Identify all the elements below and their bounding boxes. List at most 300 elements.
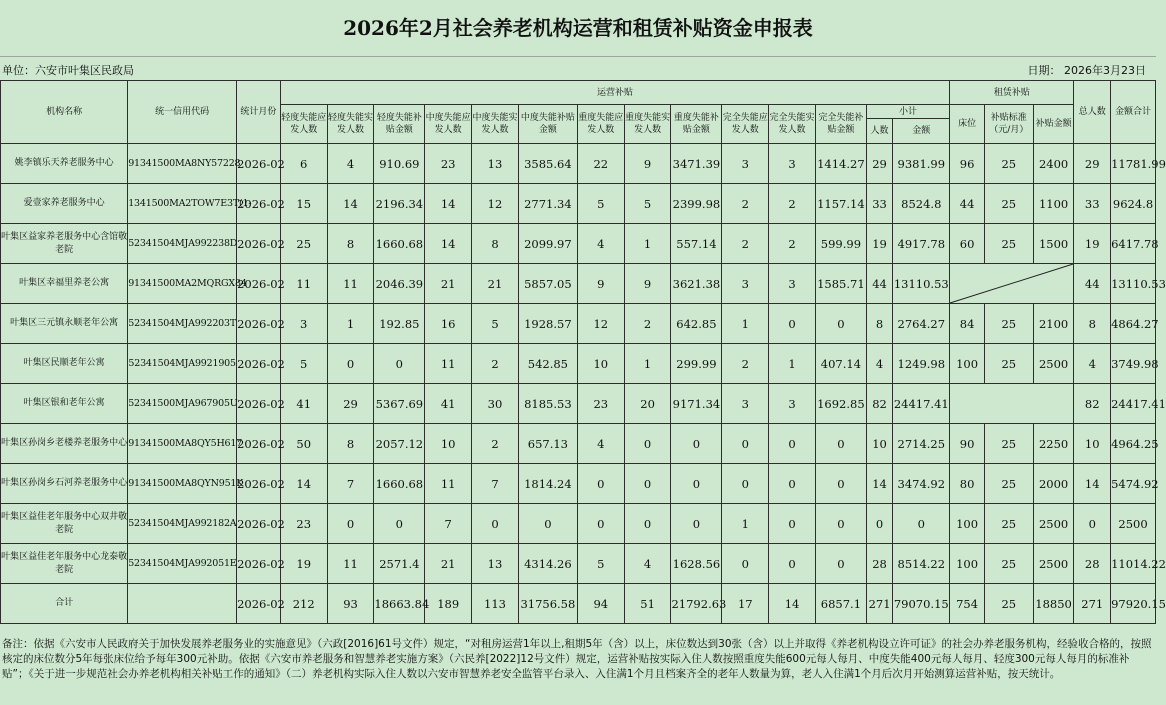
cell: 79070.15 bbox=[893, 584, 950, 624]
org-name: 叶集区益佳老年服务中心龙泰敬老院 bbox=[1, 544, 128, 584]
unit-date-bar bbox=[0, 56, 1156, 81]
org-name: 叶集区幸福里养老公寓 bbox=[1, 264, 128, 304]
cell: 1157.14 bbox=[815, 184, 866, 224]
total-row bbox=[1, 584, 1156, 624]
cell: 100 bbox=[950, 344, 985, 384]
cell: 13 bbox=[472, 544, 519, 584]
cell: 2500 bbox=[1033, 504, 1074, 544]
org-name: 爱壹家养老服务中心 bbox=[1, 184, 128, 224]
cell: 299.99 bbox=[671, 344, 722, 384]
credit-code: 52341504MJA992051E bbox=[128, 544, 237, 584]
cell: 1500 bbox=[1033, 224, 1074, 264]
cell: 2500 bbox=[1111, 504, 1156, 544]
header-beds: 床位 bbox=[950, 105, 985, 144]
cell: 25 bbox=[984, 224, 1033, 264]
cell: 41 bbox=[425, 384, 472, 424]
cell: 0 bbox=[327, 344, 374, 384]
date-label: 日期： 2026年3月23日 bbox=[1027, 64, 1146, 77]
cell: 3474.92 bbox=[893, 464, 950, 504]
cell: 2 bbox=[722, 344, 769, 384]
cell: 15 bbox=[280, 184, 327, 224]
subsidy-table bbox=[0, 80, 1166, 624]
cell: 28 bbox=[1074, 544, 1111, 584]
cell: 100 bbox=[950, 504, 985, 544]
cell: 4 bbox=[624, 544, 671, 584]
cell: 31756.58 bbox=[518, 584, 577, 624]
cell: 14 bbox=[327, 184, 374, 224]
cell: 2100 bbox=[1033, 304, 1074, 344]
cell: 24417.41 bbox=[1111, 384, 1156, 424]
cell: 0 bbox=[722, 464, 769, 504]
total-label: 合计 bbox=[1, 584, 128, 624]
cell: 8524.8 bbox=[893, 184, 950, 224]
cell: 13110.53 bbox=[893, 264, 950, 304]
cell: 11 bbox=[425, 464, 472, 504]
month-cell: 2026-02 bbox=[237, 544, 281, 584]
rent-empty-diagonal bbox=[950, 264, 1074, 304]
cell: 5 bbox=[577, 544, 624, 584]
table-row bbox=[1, 464, 1156, 504]
credit-code: 52341504MJA992203T bbox=[128, 304, 237, 344]
cell: 0 bbox=[815, 544, 866, 584]
cell: 10 bbox=[425, 424, 472, 464]
cell: 0 bbox=[374, 344, 425, 384]
cell: 657.13 bbox=[518, 424, 577, 464]
cell: 90 bbox=[950, 424, 985, 464]
cell: 3 bbox=[722, 384, 769, 424]
cell: 44 bbox=[866, 264, 892, 304]
cell: 3 bbox=[769, 144, 816, 184]
header-full-amount: 完全失能补贴金额 bbox=[815, 105, 866, 144]
header-subtotal: 小计 bbox=[866, 105, 949, 119]
cell: 1 bbox=[624, 224, 671, 264]
cell: 44 bbox=[950, 184, 985, 224]
cell: 29 bbox=[327, 384, 374, 424]
cell: 7 bbox=[327, 464, 374, 504]
cell: 18850 bbox=[1033, 584, 1074, 624]
credit-code: 91341500MA8NY57228 bbox=[128, 144, 237, 184]
month-cell: 2026-02 bbox=[237, 464, 281, 504]
cell: 0 bbox=[374, 504, 425, 544]
cell: 4 bbox=[866, 344, 892, 384]
cell: 14 bbox=[425, 184, 472, 224]
cell: 5 bbox=[280, 344, 327, 384]
cell: 3621.38 bbox=[671, 264, 722, 304]
cell: 30 bbox=[472, 384, 519, 424]
cell: 1692.85 bbox=[815, 384, 866, 424]
cell: 8 bbox=[327, 224, 374, 264]
cell: 25 bbox=[984, 544, 1033, 584]
cell: 13110.53 bbox=[1111, 264, 1156, 304]
header-mod-amount: 中度失能补贴金额 bbox=[518, 105, 577, 144]
cell: 4864.27 bbox=[1111, 304, 1156, 344]
cell: 9 bbox=[577, 264, 624, 304]
cell: 599.99 bbox=[815, 224, 866, 264]
cell: 7 bbox=[425, 504, 472, 544]
table-row bbox=[1, 424, 1156, 464]
cell: 10 bbox=[866, 424, 892, 464]
credit-code: 91341500MA8QYN951K bbox=[128, 464, 237, 504]
cell: 1660.68 bbox=[374, 224, 425, 264]
header-sev-apply: 重度失能应发人数 bbox=[577, 105, 624, 144]
cell: 542.85 bbox=[518, 344, 577, 384]
cell: 4 bbox=[327, 144, 374, 184]
remarks-note: 备注：依据《六安市人民政府关于加快发展养老服务业的实施意见》（六政[2016]61号文件）规定，“对租房运营1年以上,租期5年（含）以上，床位数达到30张（含）以上并取得《养老机构设立许可证》的社会办养老服务机构，经验收合格的，按照核定的床位数分5年每张床位给予每年300元补助。依据《六安市养老服务和智慧养老实施方案》（六民养[2022]12号文件）规定，运营补贴按实际入住人数按照重度失能600元每人每月、中度失能400元每人每月、轻度300元每人每月的标准补贴”；《关于进一步规范社会办养老机构相关补贴工作的通知》（二）养老机构实际入住人数以六安市智慧养老安全监管平台录入、入住满1个月且档案齐全的老年人数量为算，老人入住满1个月后次月开始测算运营补贴，按天统计。 bbox=[2, 638, 1152, 680]
cell: 82 bbox=[866, 384, 892, 424]
cell: 0 bbox=[577, 504, 624, 544]
cell: 0 bbox=[815, 304, 866, 344]
cell: 5474.92 bbox=[1111, 464, 1156, 504]
cell: 100 bbox=[950, 544, 985, 584]
cell: 1414.27 bbox=[815, 144, 866, 184]
cell: 1 bbox=[624, 344, 671, 384]
cell: 4 bbox=[577, 224, 624, 264]
cell: 557.14 bbox=[671, 224, 722, 264]
cell: 2399.98 bbox=[671, 184, 722, 224]
cell: 1 bbox=[769, 344, 816, 384]
cell: 13 bbox=[472, 144, 519, 184]
cell: 0 bbox=[577, 464, 624, 504]
cell: 1249.98 bbox=[893, 344, 950, 384]
cell: 25 bbox=[984, 144, 1033, 184]
cell: 2000 bbox=[1033, 464, 1074, 504]
credit-code: 52341504MJA992238D bbox=[128, 224, 237, 264]
header-code: 统一信用代码 bbox=[128, 81, 237, 144]
table-row bbox=[1, 344, 1156, 384]
month-cell: 2026-02 bbox=[237, 184, 281, 224]
month-cell: 2026-02 bbox=[237, 304, 281, 344]
cell: 28 bbox=[866, 544, 892, 584]
cell: 80 bbox=[950, 464, 985, 504]
cell: 33 bbox=[866, 184, 892, 224]
cell: 2500 bbox=[1033, 544, 1074, 584]
cell: 11 bbox=[327, 544, 374, 584]
cell: 3 bbox=[722, 144, 769, 184]
table-row bbox=[1, 144, 1156, 184]
cell: 2 bbox=[472, 344, 519, 384]
cell: 23 bbox=[425, 144, 472, 184]
cell: 17 bbox=[722, 584, 769, 624]
cell: 407.14 bbox=[815, 344, 866, 384]
cell: 8185.53 bbox=[518, 384, 577, 424]
cell: 0 bbox=[815, 464, 866, 504]
cell: 33 bbox=[1074, 184, 1111, 224]
header-standard: 补贴标准（元/月） bbox=[984, 105, 1033, 144]
cell: 2 bbox=[472, 424, 519, 464]
org-name: 叶集区银和老年公寓 bbox=[1, 384, 128, 424]
org-name: 叶集区益佳老年服务中心双井敬老院 bbox=[1, 504, 128, 544]
cell: 25 bbox=[984, 424, 1033, 464]
table-row bbox=[1, 544, 1156, 584]
cell: 93 bbox=[327, 584, 374, 624]
cell: 642.85 bbox=[671, 304, 722, 344]
cell: 22 bbox=[577, 144, 624, 184]
cell: 2 bbox=[769, 224, 816, 264]
org-name: 叶集区三元镇永顺老年公寓 bbox=[1, 304, 128, 344]
credit-code: 1341500MA2TOW7E3T(1- bbox=[128, 184, 237, 224]
cell: 21792.63 bbox=[671, 584, 722, 624]
cell: 113 bbox=[472, 584, 519, 624]
cell: 0 bbox=[769, 544, 816, 584]
cell: 19 bbox=[866, 224, 892, 264]
cell: 19 bbox=[1074, 224, 1111, 264]
cell: 24417.41 bbox=[893, 384, 950, 424]
month-cell: 2026-02 bbox=[237, 344, 281, 384]
diagonal-line bbox=[950, 264, 1073, 303]
cell: 25 bbox=[984, 504, 1033, 544]
month-cell: 2026-02 bbox=[237, 424, 281, 464]
rent-empty bbox=[950, 384, 1074, 424]
cell: 2714.25 bbox=[893, 424, 950, 464]
cell: 0 bbox=[671, 424, 722, 464]
cell: 2 bbox=[722, 184, 769, 224]
cell: 0 bbox=[769, 424, 816, 464]
cell: 1928.57 bbox=[518, 304, 577, 344]
header-rent: 租赁补贴 bbox=[950, 81, 1074, 105]
cell: 1 bbox=[722, 504, 769, 544]
header-full-apply: 完全失能应发人数 bbox=[722, 105, 769, 144]
cell: 3 bbox=[769, 264, 816, 304]
cell: 0 bbox=[769, 304, 816, 344]
month-cell: 2026-02 bbox=[237, 224, 281, 264]
cell: 0 bbox=[472, 504, 519, 544]
page-title: 2026年2月社会养老机构运营和租赁补贴资金申报表 bbox=[0, 0, 1156, 56]
cell: 0 bbox=[624, 504, 671, 544]
table-row bbox=[1, 304, 1156, 344]
cell: 2500 bbox=[1033, 344, 1074, 384]
cell: 189 bbox=[425, 584, 472, 624]
cell: 25 bbox=[984, 584, 1033, 624]
table-row bbox=[1, 184, 1156, 224]
header-sub-people: 人数 bbox=[866, 119, 892, 144]
cell: 29 bbox=[1074, 144, 1111, 184]
cell: 3471.39 bbox=[671, 144, 722, 184]
cell: 10 bbox=[1074, 424, 1111, 464]
cell: 0 bbox=[671, 504, 722, 544]
header-mod-actual: 中度失能实发人数 bbox=[472, 105, 519, 144]
table-row bbox=[1, 224, 1156, 264]
cell: 4 bbox=[577, 424, 624, 464]
cell: 14 bbox=[1074, 464, 1111, 504]
cell: 19 bbox=[280, 544, 327, 584]
unit-label: 单位：六安市叶集区民政局 bbox=[2, 64, 134, 77]
cell: 41 bbox=[280, 384, 327, 424]
cell: 9171.34 bbox=[671, 384, 722, 424]
cell: 8 bbox=[866, 304, 892, 344]
month-cell: 2026-02 bbox=[237, 504, 281, 544]
cell: 5 bbox=[624, 184, 671, 224]
cell: 5 bbox=[472, 304, 519, 344]
cell: 20 bbox=[624, 384, 671, 424]
cell: 5 bbox=[577, 184, 624, 224]
cell: 2 bbox=[769, 184, 816, 224]
cell: 97920.15 bbox=[1111, 584, 1156, 624]
header-sev-actual: 重度失能实发人数 bbox=[624, 105, 671, 144]
cell: 25 bbox=[984, 184, 1033, 224]
cell: 1660.68 bbox=[374, 464, 425, 504]
cell: 96 bbox=[950, 144, 985, 184]
cell: 9624.8 bbox=[1111, 184, 1156, 224]
cell: 754 bbox=[950, 584, 985, 624]
cell: 9 bbox=[624, 264, 671, 304]
cell: 14 bbox=[280, 464, 327, 504]
header-month: 统计月份 bbox=[237, 81, 281, 144]
month-cell: 2026-02 bbox=[237, 264, 281, 304]
cell: 8 bbox=[1074, 304, 1111, 344]
cell: 21 bbox=[425, 264, 472, 304]
cell: 60 bbox=[950, 224, 985, 264]
cell: 0 bbox=[518, 504, 577, 544]
cell: 12 bbox=[472, 184, 519, 224]
table-row bbox=[1, 384, 1156, 424]
cell: 0 bbox=[722, 424, 769, 464]
cell: 6 bbox=[280, 144, 327, 184]
cell: 6857.1 bbox=[815, 584, 866, 624]
cell: 8 bbox=[472, 224, 519, 264]
credit-code bbox=[128, 584, 237, 624]
header-mild-actual: 轻度失能实发人数 bbox=[327, 105, 374, 144]
cell: 23 bbox=[280, 504, 327, 544]
cell: 0 bbox=[893, 504, 950, 544]
cell: 0 bbox=[624, 464, 671, 504]
cell: 11014.22 bbox=[1111, 544, 1156, 584]
cell: 2 bbox=[722, 224, 769, 264]
cell: 2057.12 bbox=[374, 424, 425, 464]
cell: 2771.34 bbox=[518, 184, 577, 224]
cell: 7 bbox=[472, 464, 519, 504]
cell: 0 bbox=[671, 464, 722, 504]
cell: 2400 bbox=[1033, 144, 1074, 184]
header-total-people: 总人数 bbox=[1074, 81, 1111, 144]
cell: 6417.78 bbox=[1111, 224, 1156, 264]
cell: 0 bbox=[815, 504, 866, 544]
cell: 16 bbox=[425, 304, 472, 344]
cell: 0 bbox=[1074, 504, 1111, 544]
credit-code: 91341500MA2MQRGX84 bbox=[128, 264, 237, 304]
credit-code: 52341504MJA9921905 bbox=[128, 344, 237, 384]
cell: 1 bbox=[722, 304, 769, 344]
cell: 14 bbox=[425, 224, 472, 264]
cell: 11 bbox=[280, 264, 327, 304]
org-name: 叶集区益家养老服务中心含馆敬老院 bbox=[1, 224, 128, 264]
cell: 9381.99 bbox=[893, 144, 950, 184]
header-sub-amount: 金额 bbox=[893, 119, 950, 144]
cell: 5857.05 bbox=[518, 264, 577, 304]
cell: 0 bbox=[866, 504, 892, 544]
cell: 51 bbox=[624, 584, 671, 624]
cell: 1 bbox=[327, 304, 374, 344]
header-mod-apply: 中度失能应发人数 bbox=[425, 105, 472, 144]
cell: 11 bbox=[425, 344, 472, 384]
cell: 14 bbox=[866, 464, 892, 504]
cell: 1585.71 bbox=[815, 264, 866, 304]
cell: 2764.27 bbox=[893, 304, 950, 344]
credit-code: 52341500MJA967905U bbox=[128, 384, 237, 424]
cell: 2 bbox=[624, 304, 671, 344]
header-full-actual: 完全失能实发人数 bbox=[769, 105, 816, 144]
cell: 2196.34 bbox=[374, 184, 425, 224]
cell: 23 bbox=[577, 384, 624, 424]
cell: 212 bbox=[280, 584, 327, 624]
cell: 21 bbox=[472, 264, 519, 304]
cell: 271 bbox=[866, 584, 892, 624]
cell: 3 bbox=[280, 304, 327, 344]
cell: 11781.99 bbox=[1111, 144, 1156, 184]
cell: 0 bbox=[327, 504, 374, 544]
cell: 2571.4 bbox=[374, 544, 425, 584]
credit-code: 91341500MA8QY5H617 bbox=[128, 424, 237, 464]
header-sev-amount: 重度失能补贴金额 bbox=[671, 105, 722, 144]
cell: 4917.78 bbox=[893, 224, 950, 264]
month-cell: 2026-02 bbox=[237, 384, 281, 424]
cell: 0 bbox=[769, 504, 816, 544]
header-total-amount: 金额合计 bbox=[1111, 81, 1156, 144]
cell: 3 bbox=[769, 384, 816, 424]
cell: 4 bbox=[1074, 344, 1111, 384]
cell: 9 bbox=[624, 144, 671, 184]
cell: 0 bbox=[624, 424, 671, 464]
cell: 44 bbox=[1074, 264, 1111, 304]
cell: 0 bbox=[769, 464, 816, 504]
cell: 50 bbox=[280, 424, 327, 464]
cell: 25 bbox=[984, 344, 1033, 384]
cell: 25 bbox=[984, 464, 1033, 504]
cell: 18663.84 bbox=[374, 584, 425, 624]
cell: 2046.39 bbox=[374, 264, 425, 304]
cell: 4964.25 bbox=[1111, 424, 1156, 464]
cell: 4314.26 bbox=[518, 544, 577, 584]
org-name: 叶集区孙岗乡石河养老服务中心 bbox=[1, 464, 128, 504]
cell: 8 bbox=[327, 424, 374, 464]
credit-code: 52341504MJA992182A bbox=[128, 504, 237, 544]
org-name: 叶集区民顺老年公寓 bbox=[1, 344, 128, 384]
header-mild-apply: 轻度失能应发人数 bbox=[280, 105, 327, 144]
cell: 11 bbox=[327, 264, 374, 304]
cell: 0 bbox=[722, 544, 769, 584]
cell: 3 bbox=[722, 264, 769, 304]
cell: 3585.64 bbox=[518, 144, 577, 184]
org-name: 叶集区孙岗乡老楼养老服务中心 bbox=[1, 424, 128, 464]
cell: 14 bbox=[769, 584, 816, 624]
month-cell: 2026-02 bbox=[237, 584, 281, 624]
cell: 94 bbox=[577, 584, 624, 624]
header-ops: 运营补贴 bbox=[280, 81, 949, 105]
header-rent-amount: 补贴金额 bbox=[1033, 105, 1074, 144]
cell: 21 bbox=[425, 544, 472, 584]
org-name: 姚李镇乐天养老服务中心 bbox=[1, 144, 128, 184]
cell: 0 bbox=[815, 424, 866, 464]
cell: 2099.97 bbox=[518, 224, 577, 264]
cell: 1100 bbox=[1033, 184, 1074, 224]
month-cell: 2026-02 bbox=[237, 144, 281, 184]
cell: 25 bbox=[280, 224, 327, 264]
cell: 12 bbox=[577, 304, 624, 344]
cell: 271 bbox=[1074, 584, 1111, 624]
header-mild-amount: 轻度失能补贴金额 bbox=[374, 105, 425, 144]
cell: 2250 bbox=[1033, 424, 1074, 464]
cell: 1814.24 bbox=[518, 464, 577, 504]
cell: 84 bbox=[950, 304, 985, 344]
cell: 1628.56 bbox=[671, 544, 722, 584]
cell: 5367.69 bbox=[374, 384, 425, 424]
cell: 8514.22 bbox=[893, 544, 950, 584]
table-row bbox=[1, 504, 1156, 544]
cell: 25 bbox=[984, 304, 1033, 344]
cell: 29 bbox=[866, 144, 892, 184]
header-name: 机构名称 bbox=[1, 81, 128, 144]
table-row bbox=[1, 264, 1156, 304]
cell: 192.85 bbox=[374, 304, 425, 344]
